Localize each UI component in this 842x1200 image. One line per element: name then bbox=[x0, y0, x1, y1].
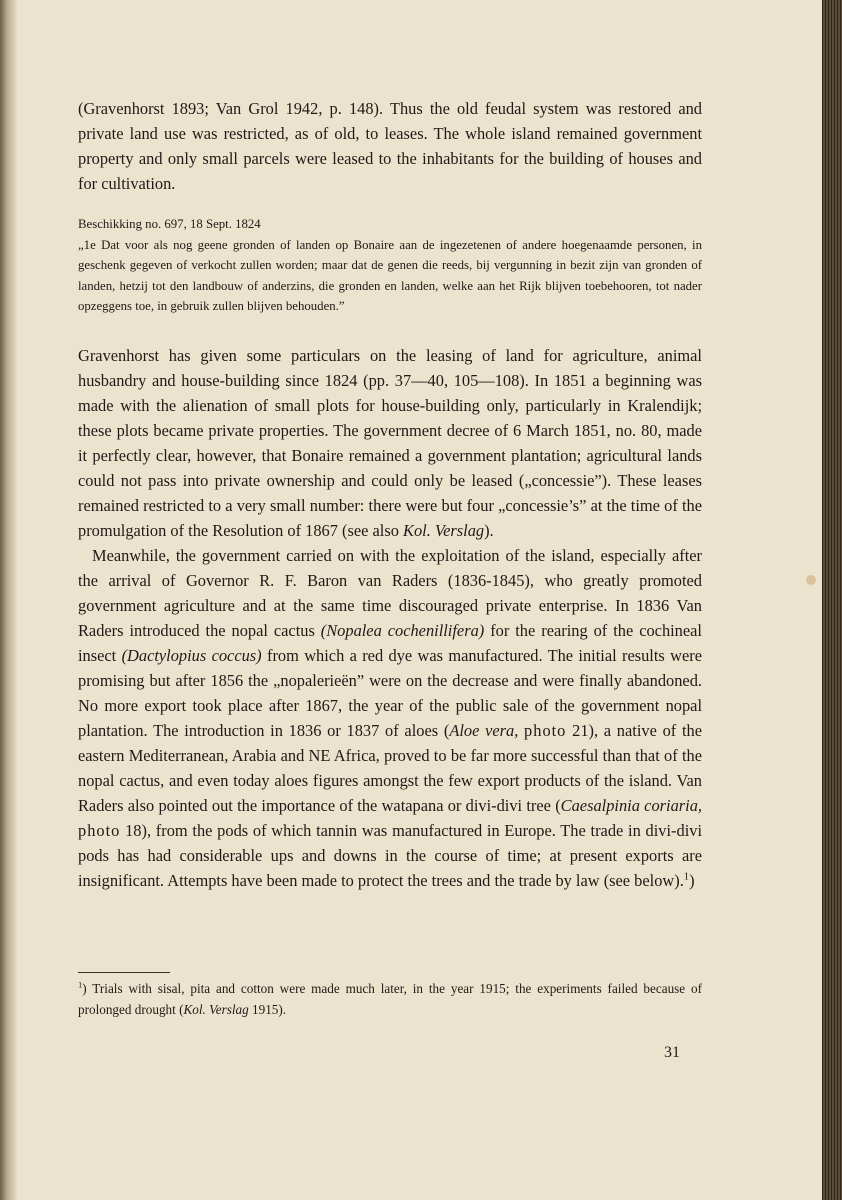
footnote-ref: 1 bbox=[683, 871, 690, 883]
footnote-kol-verslag-ref: Kol. Verslag bbox=[183, 1002, 249, 1017]
footnote-text-end: 1915). bbox=[248, 1002, 287, 1017]
footnote-marker: 1 bbox=[78, 979, 83, 990]
page-stack-edge bbox=[822, 0, 842, 1200]
exploitation-paragraph bbox=[78, 543, 702, 893]
nopalea-name: (Nopalea cochenillifera) bbox=[320, 620, 485, 640]
intro-paragraph: (Gravenhorst 1893; Van Grol 1942, p. 148). Thus the old feudal system was restored and private land use was restricted, as of old, to leases. The whole island remained government property and only small parcels were leased to the inhabitants for the building of houses and for cultivation. bbox=[78, 99, 702, 193]
leasing-text: Gravenhorst has given some particulars on the leasing of land for agriculture, animal husbandry and house-building since 1824 (pp. 37—40, 105—108). In 1851 a beginning was made with the alienation of small plots for house-building only, particularly in Kralendijk; these plots became private properties. The government decree of 6 March 1851, no. 80, made it perfectly clear, however, that Bonaire remained a government plantation; agricultural lands could not pass into private ownership and could only be leased („concessie”). These leases remained restricted to a very small number: there were but four „concessie’s” at the time of the promulgation of the Resolution of 1867 (see also bbox=[78, 345, 702, 540]
leasing-paragraph bbox=[78, 343, 702, 543]
binding-shadow bbox=[0, 0, 18, 1200]
paper-stain bbox=[806, 575, 816, 585]
footnote-divider bbox=[78, 972, 170, 973]
page-number: 31 bbox=[664, 1044, 680, 1061]
caesalpinia-name: Caesalpinia coriaria, bbox=[560, 795, 702, 815]
footnote-text: ) Trials with sisal, pita and cotton were made much later, in the year 1915; the experiments failed because of prolonged drought ( bbox=[78, 981, 702, 1017]
footnote bbox=[78, 978, 702, 1020]
decree-heading: Beschikking no. 697, 18 Sept. 1824 bbox=[78, 217, 261, 231]
dactylopius-name: (Dactylopius coccus) bbox=[121, 645, 262, 665]
exploitation-text-5: 18), from the pods of which tannin was manufactured in Europe. The trade in divi-divi pods has had considerable ups and downs in the course of time; at present exports are insignificant. Attempts have been made to protect the trees and the trade by law (see below). bbox=[78, 820, 702, 890]
decree-quote bbox=[78, 214, 702, 317]
photo-ref-21: photo bbox=[524, 720, 567, 740]
exploitation-text-2: for the rearing of the cochineal insect bbox=[78, 620, 702, 665]
exploitation-text-3: from which a red dye was manufactured. The initial results were promising but after 1856 the „nopalerieën” were on the decrease and were finally abandoned. No more export took place after 1867, the year of the public sale of the government nopal plantation. The introduction in 1836 or 1837 of aloes ( bbox=[78, 645, 702, 740]
exploitation-text-6: ) bbox=[689, 870, 695, 890]
decree-text: „1e Dat voor als nog geene gronden of landen op Bonaire aan de ingezetenen of andere hoegenaamde personen, in geschenk gegeven of verkocht zullen worden; maar dat de genen die reeds, bij vergunning in bezit zijn van gronden of landen, hetzij tot den landbouw of anderzins, die gronden en landen, welke aan het Rijk blijven toebehooren, tot nader opzeggens toe, in gebruik zullen blijven behouden.” bbox=[78, 237, 702, 313]
main-text bbox=[78, 96, 702, 893]
aloe-name: Aloe vera, bbox=[449, 720, 519, 740]
exploitation-text-1: Meanwhile, the government carried on with the exploitation of the island, especially after the arrival of Governor R. F. Baron van Raders (1836-1845), who greatly promoted government agriculture and at the same time discouraged private enterprise. In 1836 Van Raders introduced the nopal cactus bbox=[78, 545, 702, 640]
leasing-text-end: ). bbox=[484, 520, 494, 540]
photo-ref-18: photo bbox=[78, 820, 121, 840]
kol-verslag-ref: Kol. Verslag bbox=[403, 520, 485, 540]
exploitation-text-4: 21), a native of the eastern Mediterranean, Arabia and NE Africa, proved to be far more successful than that of the nopal cactus, and even today aloes figures amongst the few export products of the island. Van Raders also pointed out the importance of the watapana or divi-divi tree ( bbox=[78, 720, 703, 815]
